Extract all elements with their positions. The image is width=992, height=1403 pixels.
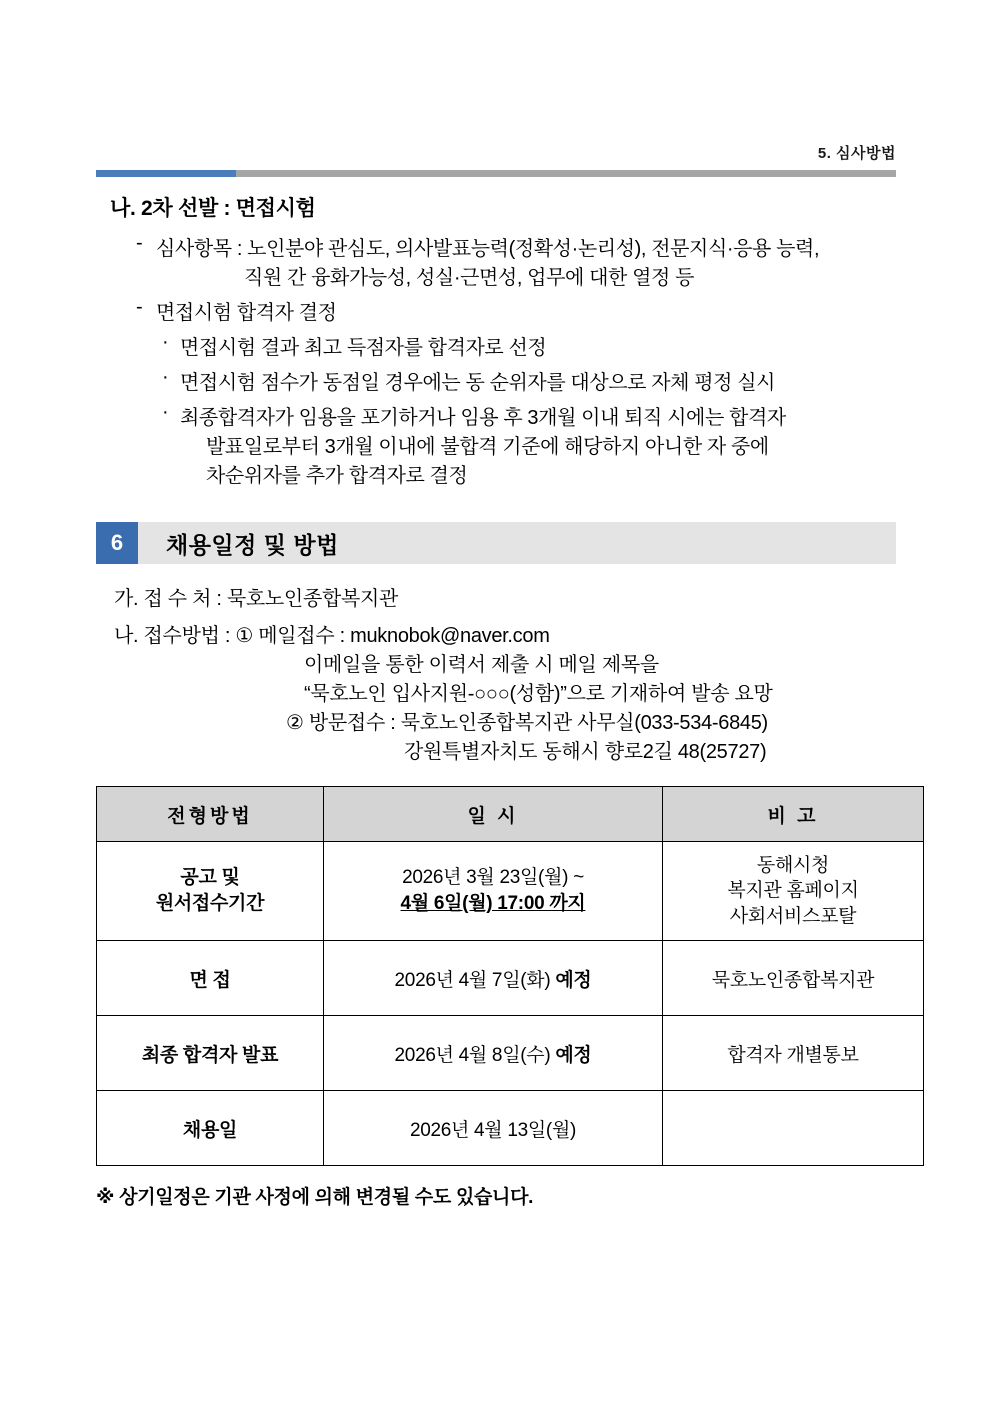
bullet-line: 차순위자를 추가 합격자로 결정 xyxy=(206,465,468,487)
reception-method-line xyxy=(114,619,896,764)
cell-method: 면 접 xyxy=(97,941,324,1016)
reception-method-sub-1: 이메일을 통한 이력서 제출 시 메일 제목을 xyxy=(304,654,659,676)
schedule-table xyxy=(96,786,924,1166)
table-footnote: ※ 상기일정은 기관 사정에 의해 변경될 수도 있습니다. xyxy=(96,1187,534,1208)
document-content xyxy=(96,192,896,1209)
cell-method-line: 원서접수기간 xyxy=(155,893,265,914)
table-row xyxy=(97,1016,924,1091)
section-6-heading xyxy=(96,522,896,564)
criteria-line-2: 직원 간 융화가능성, 성실·근면성, 업무에 대한 열정 등 xyxy=(244,267,694,289)
bullet-marker: · xyxy=(162,331,169,353)
bullet-item xyxy=(162,401,896,488)
cell-note: 묵호노인종합복지관 xyxy=(663,941,924,1016)
criteria-line-1: 심사항목 : 노인분야 관심도, 의사발표능력(정확성·논리성), 전문지식·응용 능력, xyxy=(156,238,820,260)
table-row xyxy=(97,842,924,941)
cell-datetime xyxy=(324,842,663,941)
running-head: 5. 심사방법 xyxy=(817,145,896,162)
cell-note xyxy=(663,842,924,941)
bullet-marker: · xyxy=(162,401,169,423)
table-row xyxy=(97,941,924,1016)
visit-reception-line: ② 방문접수 : 묵호노인종합복지관 사무실(033-534-6845) xyxy=(286,712,768,734)
header-rule-gray-segment xyxy=(236,170,896,177)
cell-datetime-deadline: 4월 6일(월) 17:00 까지 xyxy=(400,893,586,914)
cell-method: 최종 합격자 발표 xyxy=(97,1016,324,1091)
bullet-text xyxy=(180,366,896,395)
column-header-note: 비 고 xyxy=(663,787,924,842)
cell-datetime-status: 예정 xyxy=(555,1044,592,1066)
reception-place-line: 가. 접 수 처 : 묵호노인종합복지관 xyxy=(114,588,399,610)
cell-note xyxy=(663,1091,924,1166)
dash-marker: - xyxy=(136,296,143,318)
cell-datetime-line: 2026년 3월 23일(월) ~ xyxy=(402,867,584,889)
cell-datetime xyxy=(324,1016,663,1091)
section-number-badge: 6 xyxy=(96,522,138,564)
bullet-text xyxy=(180,401,896,488)
criteria-item xyxy=(136,232,896,290)
cell-note: 합격자 개별통보 xyxy=(663,1016,924,1091)
cell-method: 채용일 xyxy=(97,1091,324,1166)
pass-decision-item xyxy=(136,296,896,325)
bullet-item xyxy=(162,366,896,395)
dash-marker: - xyxy=(136,232,143,254)
cell-note-line: 동해시청 xyxy=(756,854,830,876)
cell-datetime-line: 2026년 4월 8일(수) xyxy=(394,1044,556,1066)
reception-method-sub-2: “묵호노인 입사지원-○○○(성함)”으로 기재하여 발송 요망 xyxy=(304,683,773,705)
cell-datetime xyxy=(324,941,663,1016)
criteria-item-text xyxy=(156,232,896,290)
bullet-line: 면접시험 결과 최고 득점자를 합격자로 선정 xyxy=(180,337,547,359)
table-header-row xyxy=(97,787,924,842)
cell-datetime: 2026년 4월 13일(월) xyxy=(324,1091,663,1166)
header-rule xyxy=(96,170,896,177)
visit-reception-address: 강원특별자치도 동해시 향로2길 48(25727) xyxy=(404,741,767,763)
bullet-item xyxy=(162,331,896,360)
cell-method xyxy=(97,842,324,941)
bullet-line: 발표일로부터 3개월 이내에 불합격 기준에 해당하지 아니한 자 중에 xyxy=(206,436,769,458)
cell-note-line: 복지관 홈페이지 xyxy=(727,880,859,902)
cell-method-line: 공고 및 xyxy=(180,867,240,889)
bullet-text xyxy=(180,331,896,360)
section-title: 채용일정 및 방법 xyxy=(138,522,896,564)
header-rule-blue-segment xyxy=(96,170,236,177)
column-header-method: 전형방법 xyxy=(97,787,324,842)
bullet-line: 면접시험 점수가 동점일 경우에는 동 순위자를 대상으로 자체 평정 실시 xyxy=(180,372,776,394)
table-row xyxy=(97,1091,924,1166)
cell-datetime-status: 예정 xyxy=(555,969,592,991)
cell-datetime-line: 2026년 4월 7일(화) xyxy=(394,969,556,991)
cell-note-line: 사회서비스포탈 xyxy=(729,905,857,927)
bullet-marker: · xyxy=(162,366,169,388)
pass-decision-text: 면접시험 합격자 결정 xyxy=(156,302,337,324)
bullet-line: 최종합격자가 임용을 포기하거나 임용 후 3개월 이내 퇴직 시에는 합격자 xyxy=(180,407,786,429)
subsection-heading: 나. 2차 선발 : 면접시험 xyxy=(110,197,316,220)
reception-method-main: 나. 접수방법 : ① 메일접수 : muknobok@naver.com xyxy=(114,625,550,647)
column-header-datetime: 일 시 xyxy=(324,787,663,842)
